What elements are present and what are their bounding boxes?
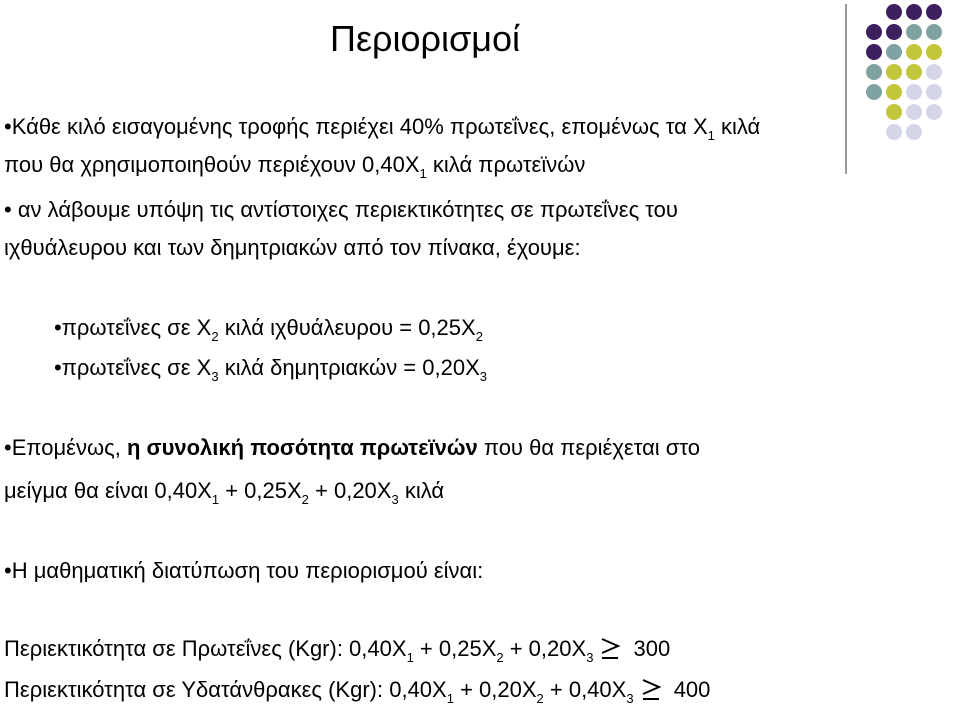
subscript: 3 <box>479 369 487 384</box>
subscript: 1 <box>211 492 220 507</box>
text-line-8 <box>4 478 445 507</box>
text-segment: + 0,25X <box>413 636 497 661</box>
text-segment: που θα χρησιμοποιηθούν περιέχουν 0,40X <box>4 152 420 177</box>
text-line-4: ιχθυάλευρου και των δημητριακών από τον πίνακα, έχουμε: <box>4 235 581 260</box>
decor-dot <box>906 104 922 120</box>
title-separator-line <box>845 4 847 174</box>
greater-or-equal-icon <box>640 677 662 701</box>
text-segment: •πρωτεΐνες σε X <box>54 315 212 340</box>
decor-dot <box>926 64 942 80</box>
decor-dot <box>886 24 902 40</box>
subscript: 1 <box>707 128 715 143</box>
text-segment: μείγμα θα είναι 0,40X <box>4 478 212 503</box>
text-segment: Περιεκτικότητα σε Υδατάνθρακες (Kgr): 0,40X <box>4 677 447 702</box>
text-line-3: • αν λάβουμε υπόψη τις αντίστοιχες περιεκτικότητες σε πρωτεΐνες του <box>4 197 678 222</box>
subscript: 2 <box>536 691 544 706</box>
subscript: 2 <box>301 492 309 507</box>
decor-dot <box>886 84 902 100</box>
text-segment: κιλά πρωτεϊνών <box>426 152 586 177</box>
text-segment: + 0,25X <box>219 478 302 503</box>
text-line-7 <box>4 435 700 461</box>
subscript: 2 <box>496 650 504 665</box>
text-line-2 <box>4 152 586 181</box>
subscript: 1 <box>446 691 454 706</box>
decor-dot <box>886 64 902 80</box>
decor-dot <box>926 104 942 120</box>
decor-dot <box>906 44 922 60</box>
decor-dot <box>866 44 882 60</box>
text-segment: •πρωτεΐνες σε X <box>54 355 212 380</box>
decor-dot <box>906 84 922 100</box>
subscript: 1 <box>406 650 414 665</box>
decor-dot <box>906 64 922 80</box>
text-line-6 <box>54 355 487 384</box>
decor-dot <box>906 24 922 40</box>
decor-dot <box>906 4 922 20</box>
decor-dot <box>886 44 902 60</box>
decor-dot <box>886 124 902 140</box>
subscript: 3 <box>626 691 634 706</box>
text-segment: + 0,20X <box>453 677 537 702</box>
text-line-10 <box>4 636 671 665</box>
text-segment: που θα περιέχεται στο <box>477 435 700 460</box>
decor-dot <box>866 64 882 80</box>
decor-dot <box>926 24 942 40</box>
text-segment: Περιεκτικότητα σε Πρωτεΐνες (Kgr): 0,40X <box>4 636 407 661</box>
decor-dot <box>926 84 942 100</box>
text-segment: 400 <box>667 677 711 702</box>
text-segment: •Κάθε κιλό εισαγομένης τροφής περιέχει 40% πρωτεΐνες, επομένως τα X <box>4 114 708 139</box>
page-title: Περιορισμοί <box>330 18 521 59</box>
text-line-1 <box>4 114 761 143</box>
text-segment: 300 <box>627 636 671 661</box>
decor-dot <box>886 4 902 20</box>
text-segment: κιλά δημητριακών = 0,20X <box>218 355 480 380</box>
decor-dot <box>866 84 882 100</box>
text-segment: κιλά <box>714 114 761 139</box>
text-line-11 <box>4 677 711 706</box>
decor-dot <box>866 24 882 40</box>
text-segment: κιλά ιχθυάλευρου = 0,25X <box>218 315 476 340</box>
subscript: 2 <box>211 329 219 344</box>
bold-phrase: η συνολική ποσότητα πρωτεϊνών <box>126 435 478 460</box>
subscript: 3 <box>211 369 219 384</box>
greater-or-equal-icon <box>599 636 621 660</box>
text-line-9: •Η μαθηματική διατύπωση του περιορισμού είναι: <box>4 558 484 583</box>
text-segment: + 0,40X <box>543 677 627 702</box>
subscript: 3 <box>586 650 594 665</box>
decor-dot <box>926 44 942 60</box>
subscript: 1 <box>419 166 427 181</box>
text-segment: + 0,20X <box>503 636 587 661</box>
decor-dot <box>886 104 902 120</box>
text-segment: κιλά <box>398 478 445 503</box>
decor-dot <box>906 124 922 140</box>
text-segment: + 0,20X <box>308 478 392 503</box>
text-segment: •Επομένως, <box>4 435 127 460</box>
subscript: 2 <box>475 329 483 344</box>
text-line-5 <box>54 315 483 344</box>
subscript: 3 <box>391 492 399 507</box>
decor-dot <box>926 4 942 20</box>
